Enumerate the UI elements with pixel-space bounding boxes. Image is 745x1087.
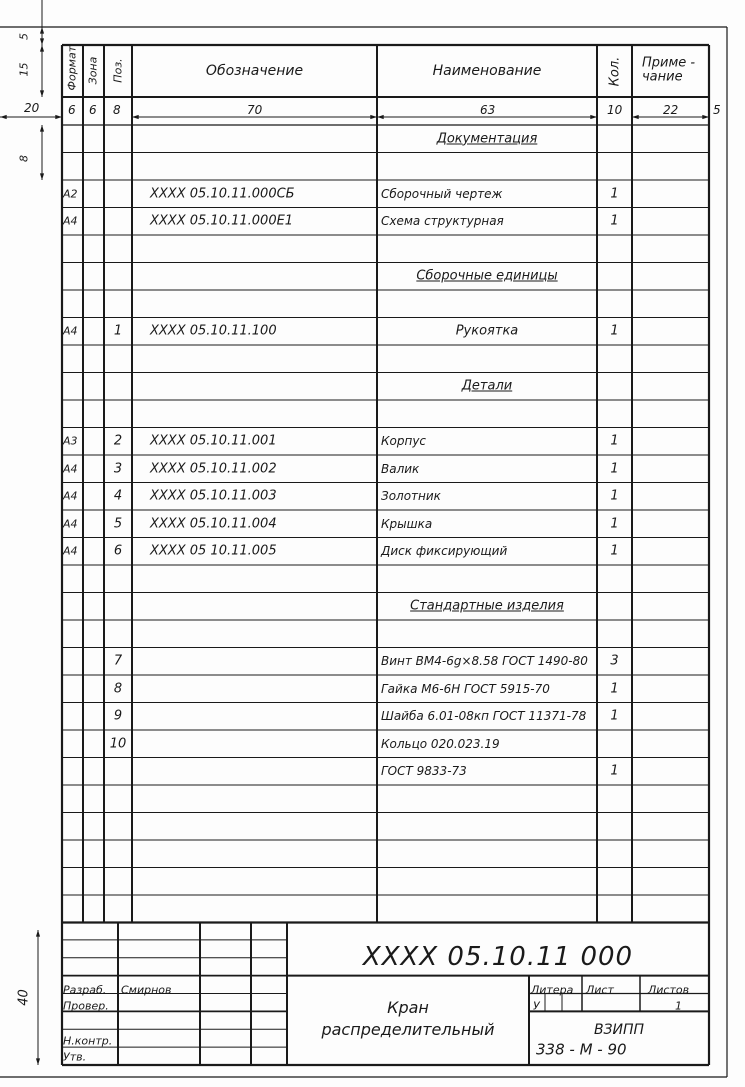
arrowhead [40,173,44,180]
section-heading: Стандартные изделия [410,598,564,614]
row-designation: XXXX 05.10.11.002 [150,461,277,477]
row-quantity: 1 [610,186,619,202]
arrowhead [36,930,40,937]
checked-label: Провер. [63,999,109,1013]
header-pos: Поз. [111,58,125,83]
arrowhead [40,38,44,45]
row-name: Диск фиксирующий [381,544,508,559]
row-position: 5 [113,516,123,532]
dim-zone: 6 [89,103,97,117]
dim-right-margin: 5 [713,103,721,117]
arrowhead [132,115,139,119]
row-name: Винт ВМ4-6g×8.58 ГОСТ 1490-80 [381,654,588,669]
dim-note: 22 [663,103,679,117]
row-quantity: 1 [610,681,619,697]
sheet-label: Лист [586,983,614,997]
row-designation: XXXX 05.10.11.003 [150,488,277,504]
row-quantity: 1 [610,213,619,229]
dim-qty: 10 [607,103,623,117]
row-position: 10 [109,736,127,752]
developer-name: Смирнов [121,983,172,997]
dim-top-margin: 5 [17,33,31,40]
organization-line1: ВЗИПП [593,1022,645,1038]
sheets-value: 1 [675,999,682,1013]
header-note-line2: чание [642,69,683,85]
arrowhead [40,45,44,52]
row-position: 4 [113,488,123,504]
dim-title-height: 40 [16,989,32,1006]
row-format: А4 [63,517,78,531]
row-position: 8 [113,681,123,697]
row-quantity: 1 [610,763,619,779]
row-quantity: 1 [610,516,619,532]
row-designation: XXXX 05.10.11.004 [150,516,277,532]
header-format: Формат [65,45,79,91]
dim-row-height: 8 [17,155,31,162]
row-format: А2 [63,187,78,201]
sheets-label: Листов [648,983,690,997]
header-qty: Кол. [607,56,623,87]
row-name: ГОСТ 9833-73 [381,764,467,779]
row-name: Гайка М6-6Н ГОСТ 5915-70 [381,681,550,696]
row-position: 3 [113,461,123,477]
dim-left-margin: 20 [24,101,40,115]
row-quantity: 1 [610,543,619,559]
row-name: Кольцо 020.023.19 [381,736,500,751]
row-position: 7 [113,653,123,669]
row-quantity: 1 [610,488,619,504]
row-quantity: 1 [610,433,619,449]
arrowhead [40,90,44,97]
header-zone: Зона [86,56,100,85]
row-designation: XXXX 05.10.11.001 [150,433,277,449]
norm-control-label: Н.контр. [63,1034,113,1048]
row-name: Золотник [381,489,441,504]
litera-value: У [533,999,540,1013]
row-format: А4 [63,544,78,558]
arrowhead [632,115,639,119]
row-designation: XXXX 05.10.11.000СБ [150,186,295,202]
row-designation: XXXX 05.10.11.100 [150,323,277,339]
row-name: Валик [381,461,420,476]
row-name: Шайба 6.01-08кп ГОСТ 11371-78 [381,709,587,724]
dim-header-height: 15 [17,62,31,77]
arrowhead [377,115,384,119]
row-designation: XXXX 05.10.11.000Е1 [150,213,294,229]
header-note-line1: Приме - [642,55,696,71]
row-quantity: 1 [610,323,619,339]
row-quantity: 1 [610,461,619,477]
row-position: 9 [113,708,123,724]
dim-designation: 70 [247,103,263,117]
row-name: Крышка [381,516,433,531]
arrowhead [590,115,597,119]
section-heading: Сборочные единицы [416,268,558,284]
product-name-line2: распределительный [321,1020,495,1039]
row-format: А4 [63,462,78,476]
organization-line2: 338 - М - 90 [536,1040,627,1059]
dim-pos: 8 [113,103,121,117]
arrowhead [40,27,44,34]
section-heading: Детали [461,378,513,394]
row-designation: XXXX 05 10.11.005 [150,543,277,559]
product-name-line1: Кран [387,998,429,1017]
row-format: А3 [63,434,78,448]
arrowhead [370,115,377,119]
row-format: А4 [63,489,78,503]
developed-label: Разраб. [63,983,107,997]
row-format: А4 [63,324,78,338]
dim-name: 63 [480,103,496,117]
arrowhead [36,1058,40,1065]
row-name: Сборочный чертеж [381,186,503,201]
arrowhead [0,115,7,119]
document-code: XXXX 05.10.11 000 [362,942,634,972]
row-name: Схема структурная [381,214,504,229]
dim-format: 6 [68,103,76,117]
header-name: Наименование [432,63,542,79]
row-name: Рукоятка [455,323,519,339]
row-name: Корпус [381,434,427,449]
arrowhead [40,125,44,132]
row-quantity: 3 [610,653,619,669]
header-designation: Обозначение [205,63,304,79]
row-position: 6 [113,543,123,559]
row-position: 2 [113,433,123,449]
row-position: 1 [113,323,123,339]
approved-label: Утв. [63,1050,87,1064]
row-quantity: 1 [610,708,619,724]
section-heading: Документация [436,131,538,147]
litera-label: Литера [531,983,574,997]
row-format: А4 [63,214,78,228]
